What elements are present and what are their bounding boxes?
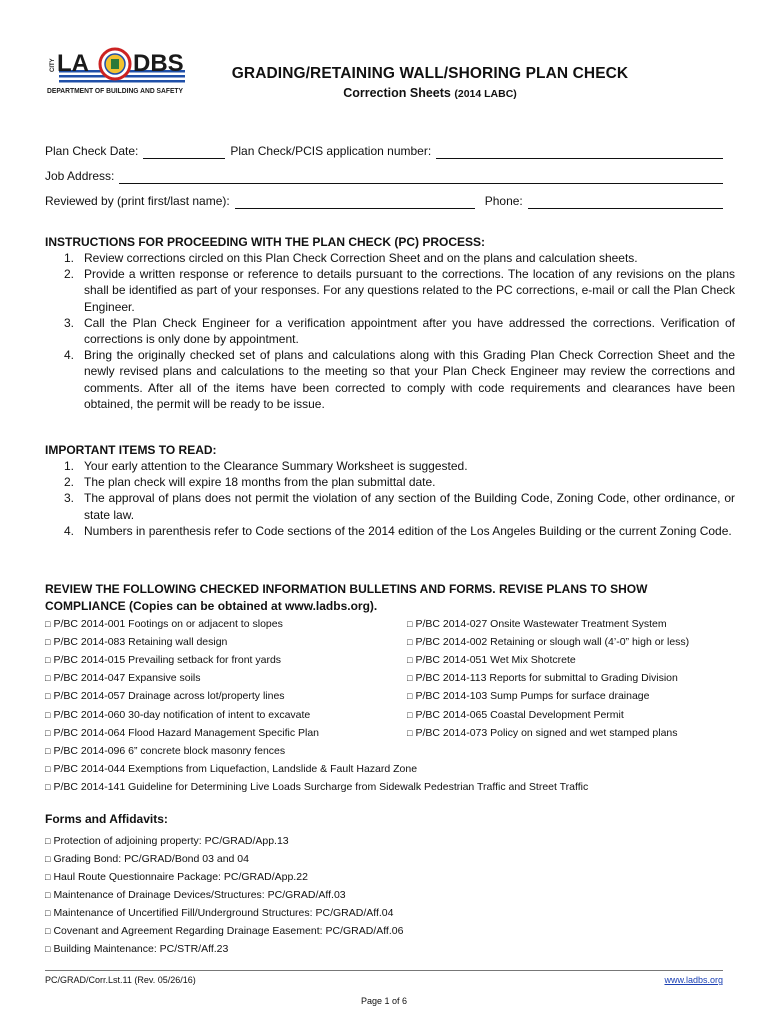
checkbox-icon: □	[45, 709, 51, 720]
list-item: 1. Review corrections circled on this Plan Check Correction Sheet and on the plans and calculation sheets.	[63, 251, 638, 265]
bulletin-item[interactable]: □ P/BC 2014-096 6” concrete block masonry fences	[45, 744, 286, 757]
form-item[interactable]: □ Building Maintenance: PC/STR/Aff.23	[45, 943, 229, 955]
bulletin-row	[45, 724, 735, 742]
form-item[interactable]: □ Maintenance of Uncertified Fill/Underground Structures: PC/GRAD/Aff.04	[45, 907, 394, 919]
pcis-number-field[interactable]	[436, 145, 723, 159]
phone-label: Phone:	[484, 194, 523, 208]
website-link[interactable]: www.ladbs.org	[664, 975, 723, 985]
bulletins-list	[45, 615, 735, 796]
pcis-number-label: Plan Check/PCIS application number:	[230, 144, 432, 158]
list-item: 3. The approval of plans does not permit the violation of any section of the Building Code, Zoning Code, other ordinance, or state law.	[63, 491, 735, 522]
form-item[interactable]: □ Grading Bond: PC/GRAD/Bond 03 and 04	[45, 853, 249, 865]
field-row-reviewer	[45, 191, 723, 209]
job-address-label: Job Address:	[45, 169, 115, 183]
checkbox-icon: □	[407, 619, 413, 630]
checkbox-icon: □	[45, 637, 51, 648]
footer-divider	[45, 970, 723, 971]
page-number: Page 1 of 6	[360, 996, 408, 1006]
checkbox-icon: □	[45, 836, 51, 846]
checkbox-icon: □	[407, 637, 413, 648]
checkbox-icon: □	[407, 727, 413, 738]
bulletin-item[interactable]: □ P/BC 2014-065 Coastal Development Permit	[407, 708, 624, 721]
form-item[interactable]: □ Haul Route Questionnaire Package: PC/GRAD/App.22	[45, 871, 308, 883]
checkbox-icon: □	[45, 872, 51, 882]
checkbox-icon: □	[407, 655, 413, 666]
page-title: GRADING/RETAINING WALL/SHORING PLAN CHECK	[231, 65, 629, 82]
list-item: 4. Bring the originally checked set of plans and calculations along with this Grading Plan Check Correction Sheet and the newly revised plans and calculations to the meeting so that your Plan Check Engineer may review the corrections and comments. After all of the items have been corrected to comply with code requirements and clearances have been obtained, the permit will be ready to be issue.	[63, 348, 735, 411]
code-edition: (2014 LABC)	[454, 88, 517, 100]
bulletin-item[interactable]: □ P/BC 2014-002 Retaining or slough wall (4’-0” high or less)	[407, 636, 690, 649]
reviewed-by-label: Reviewed by (print first/last name):	[45, 194, 230, 208]
bulletin-row	[45, 778, 735, 796]
ladbs-logo	[45, 40, 185, 100]
form-item[interactable]: □ Protection of adjoining property: PC/GRAD/App.13	[45, 835, 289, 847]
bulletins-heading: REVIEW THE FOLLOWING CHECKED INFORMATION BULLETINS AND FORMS. REVISE PLANS TO SHOW COMPLIANCE (Copies can be obtained at www.ladbs.org).	[45, 582, 648, 613]
checkbox-icon: □	[45, 908, 51, 918]
bulletin-item[interactable]: □ P/BC 2014-027 Onsite Wastewater Treatment System	[407, 618, 667, 631]
bulletin-row	[45, 669, 735, 687]
important-section	[45, 443, 735, 539]
forms-section	[45, 812, 735, 958]
checkbox-icon: □	[45, 745, 51, 756]
checkbox-icon: □	[45, 854, 51, 864]
forms-heading: Forms and Affidavits:	[45, 812, 168, 826]
bulletin-item[interactable]: □ P/BC 2014-113 Reports for submittal to Grading Division	[407, 672, 678, 685]
bulletin-item[interactable]: □ P/BC 2014-103 Sump Pumps for surface drainage	[407, 690, 650, 703]
instructions-heading: INSTRUCTIONS FOR PROCEEDING WITH THE PLAN CHECK (PC) PROCESS:	[45, 235, 486, 249]
bulletin-item[interactable]: □ P/BC 2014-001 Footings on or adjacent to slopes	[45, 618, 283, 631]
bulletin-row	[45, 633, 735, 651]
checkbox-icon: □	[407, 709, 413, 720]
plan-check-date-label: Plan Check Date:	[45, 144, 139, 158]
checkbox-icon: □	[45, 727, 51, 738]
bulletin-item[interactable]: □ P/BC 2014-141 Guideline for Determining Live Loads Surcharge from Sidewalk Pedestrian Traffic and Street Traffic	[45, 780, 589, 793]
bulletin-item[interactable]: □ P/BC 2014-044 Exemptions from Liquefaction, Landslide & Fault Hazard Zone	[45, 762, 418, 775]
bulletin-row	[45, 687, 735, 705]
checkbox-icon: □	[45, 890, 51, 900]
important-heading: IMPORTANT ITEMS TO READ:	[45, 443, 217, 457]
bulletin-item[interactable]: □ P/BC 2014-047 Expansive soils	[45, 672, 201, 685]
bulletin-row	[45, 651, 735, 669]
checkbox-icon: □	[45, 763, 51, 774]
svg-text:LA: LA	[57, 50, 89, 77]
bulletin-row	[45, 742, 735, 760]
job-address-field[interactable]	[119, 170, 723, 184]
title-block	[190, 65, 670, 100]
reviewed-by-field[interactable]	[235, 195, 475, 209]
checkbox-icon: □	[45, 944, 51, 954]
bulletin-row	[45, 615, 735, 633]
bulletin-item[interactable]: □ P/BC 2014-057 Drainage across lot/property lines	[45, 690, 285, 703]
page-subtitle: Correction Sheets (2014 LABC)	[343, 86, 517, 100]
checkbox-icon: □	[45, 655, 51, 666]
checkbox-icon: □	[45, 781, 51, 792]
bulletin-item[interactable]: □ P/BC 2014-073 Policy on signed and wet stamped plans	[407, 726, 678, 739]
bulletin-item[interactable]: □ P/BC 2014-051 Wet Mix Shotcrete	[407, 654, 576, 667]
field-row-address	[45, 166, 723, 184]
phone-field[interactable]	[528, 195, 723, 209]
field-row-date-pcis	[45, 141, 723, 159]
bulletins-heading-block	[45, 581, 730, 614]
checkbox-icon: □	[45, 926, 51, 936]
checkbox-icon: □	[407, 673, 413, 684]
instructions-section	[45, 235, 735, 412]
bulletin-item[interactable]: □ P/BC 2014-064 Flood Hazard Management Specific Plan	[45, 726, 320, 739]
bulletin-item[interactable]: □ P/BC 2014-015 Prevailing setback for front yards	[45, 654, 282, 667]
plan-check-date-field[interactable]	[143, 145, 225, 159]
checkbox-icon: □	[45, 673, 51, 684]
bulletin-row	[45, 705, 735, 723]
bulletin-item[interactable]: □ P/BC 2014-060 30-day notification of intent to excavate	[45, 708, 311, 721]
list-item: 2. Provide a written response or reference to details pursuant to the corrections. The location of any revisions on the plans shall be identified as part of your responses. For any questions related to the PC corrections, e-mail or call the Plan Check Engineer.	[63, 267, 735, 314]
form-item[interactable]: □ Covenant and Agreement Regarding Drainage Easement: PC/GRAD/Aff.06	[45, 925, 404, 937]
checkbox-icon: □	[45, 619, 51, 630]
checkbox-icon: □	[407, 691, 413, 702]
svg-text:DBS: DBS	[133, 50, 184, 77]
list-item: 4. Numbers in parenthesis refer to Code sections of the 2014 edition of the Los Angeles Building or the current Zoning Code.	[63, 523, 732, 538]
form-item[interactable]: □ Maintenance of Drainage Devices/Structures: PC/GRAD/Aff.03	[45, 889, 346, 901]
list-item: 3. Call the Plan Check Engineer for a verification appointment after you have addressed the corrections. Verification of corrections is only done by appointment.	[63, 315, 735, 347]
list-item: 1. Your early attention to the Clearance Summary Worksheet is suggested.	[63, 459, 468, 473]
form-id: PC/GRAD/Corr.Lst.11 (Rev. 05/26/16)	[45, 975, 196, 985]
svg-text:DEPARTMENT OF BUILDING AND SAF: DEPARTMENT OF BUILDING AND SAFETY	[47, 88, 184, 95]
bulletin-row	[45, 760, 735, 778]
checkbox-icon: □	[45, 691, 51, 702]
bulletin-item[interactable]: □ P/BC 2014-083 Retaining wall design	[45, 636, 228, 649]
list-item: 2. The plan check will expire 18 months from the plan submittal date.	[63, 475, 436, 490]
svg-text:CITY: CITY	[50, 58, 56, 72]
